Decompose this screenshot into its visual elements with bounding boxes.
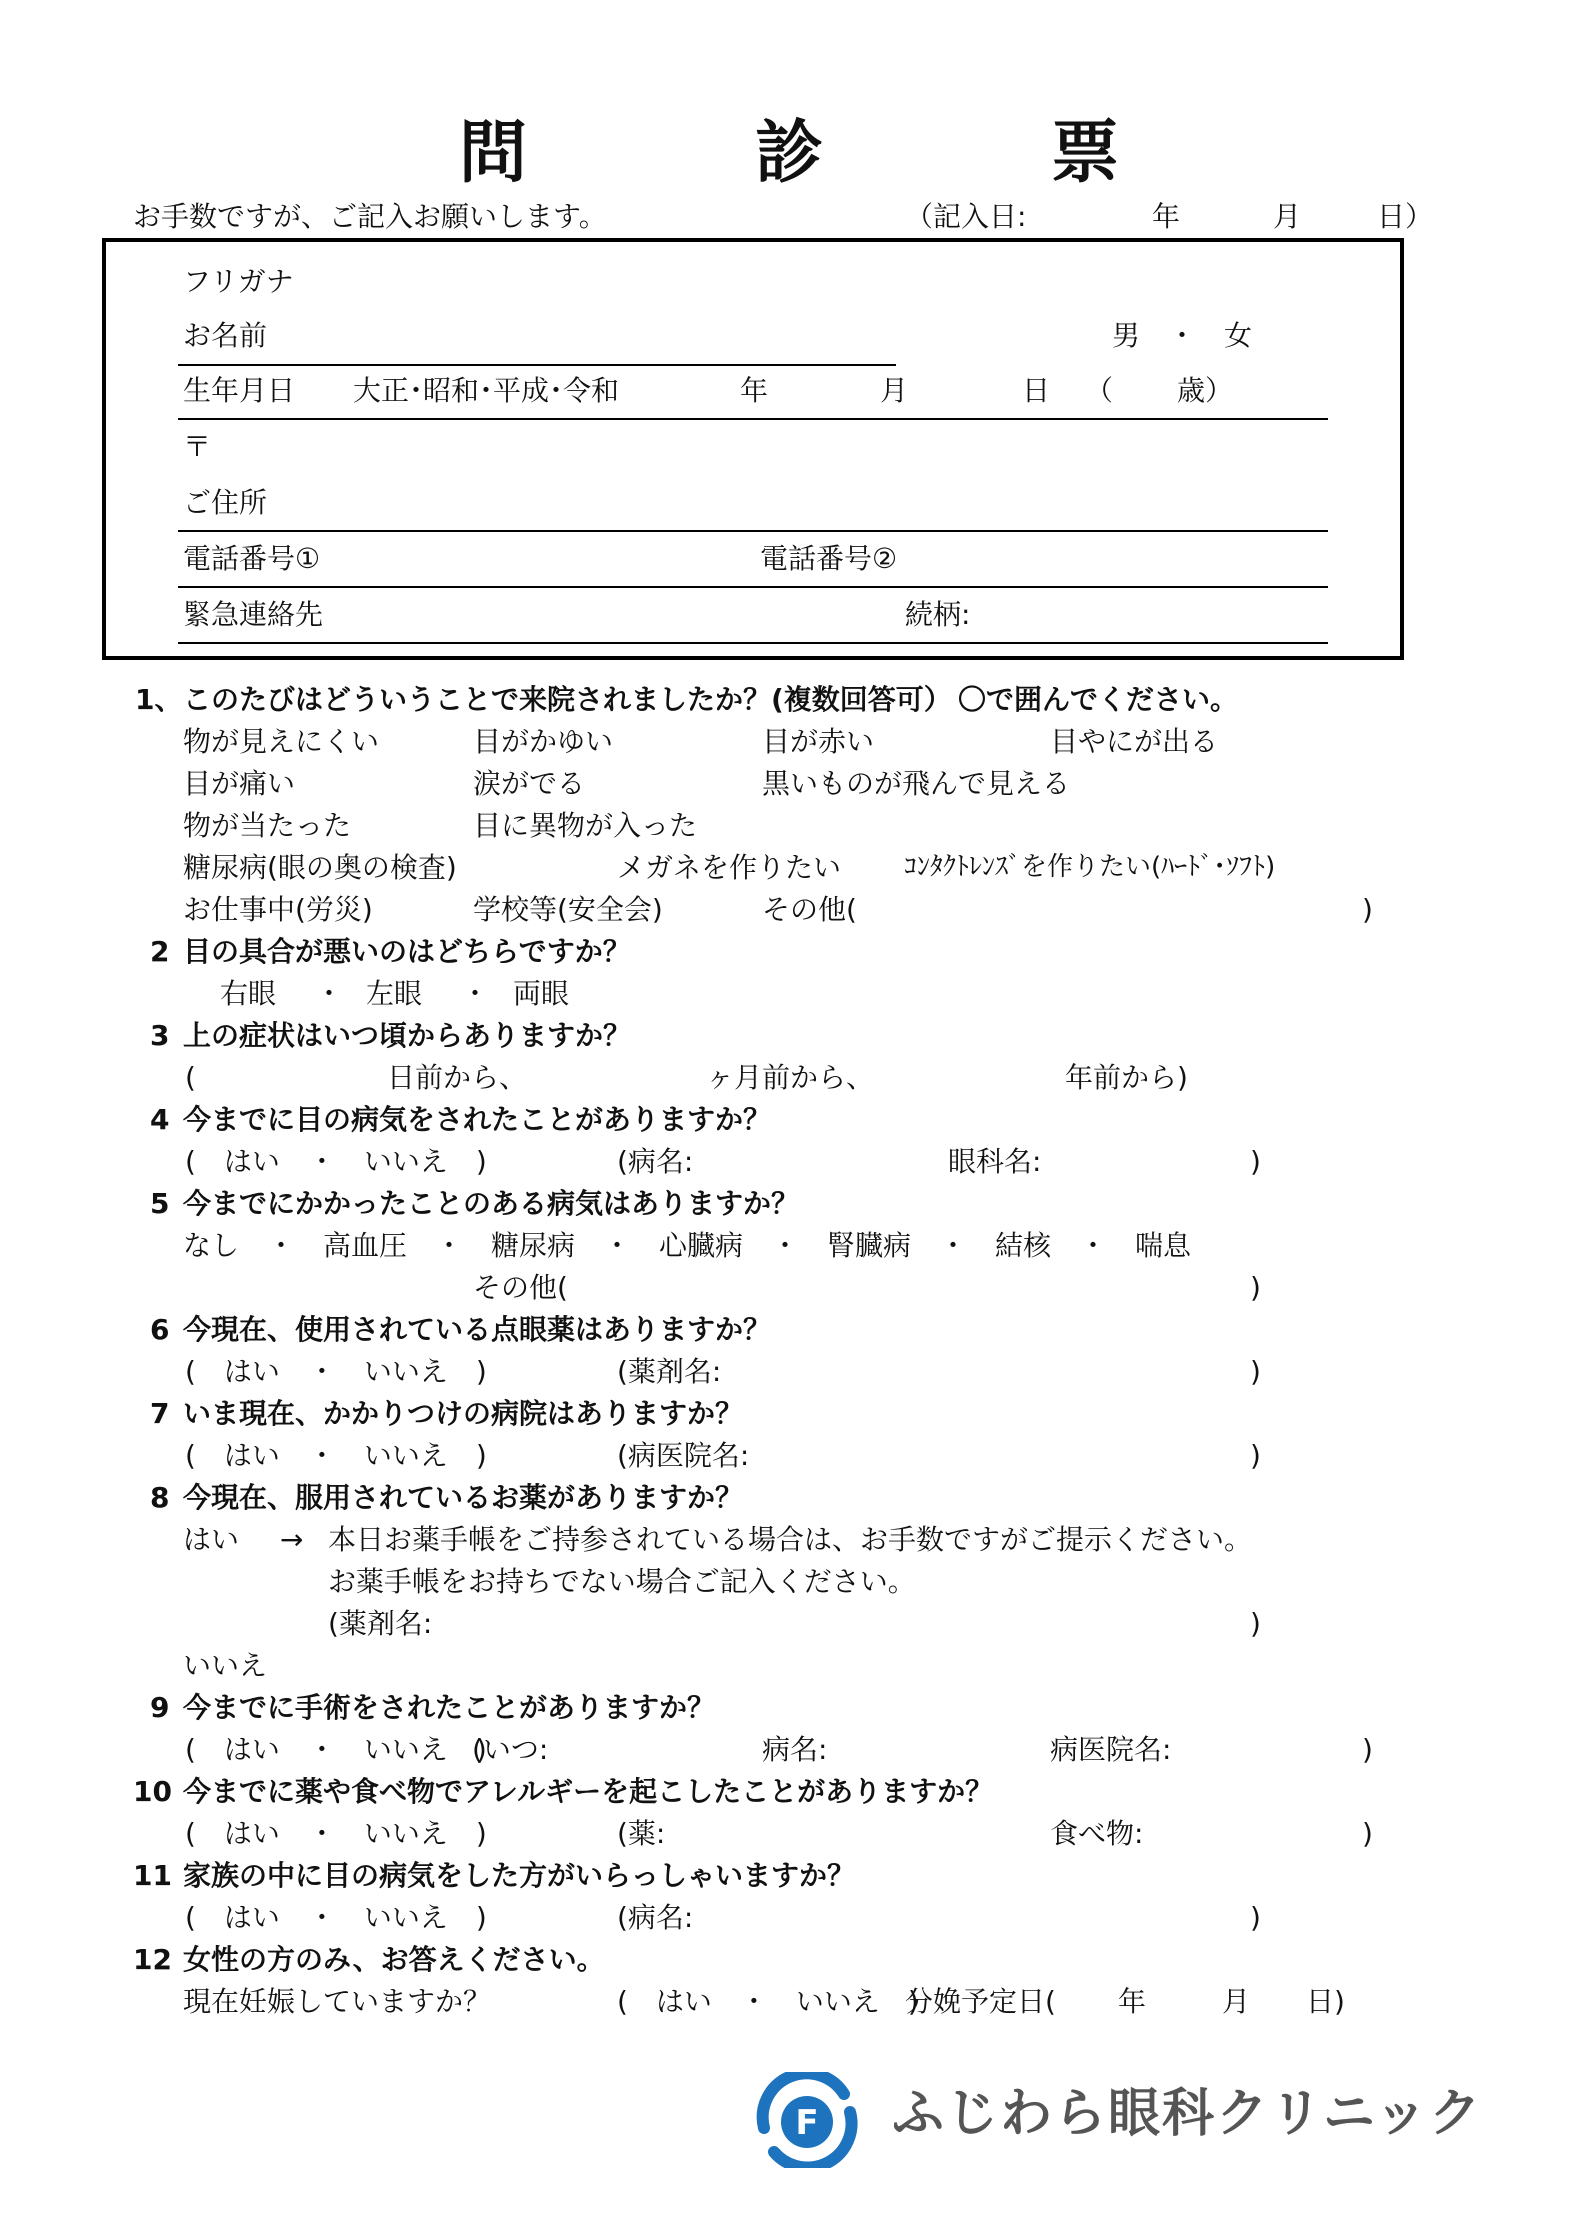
q12-text: 女性の方のみ、お答えください。 bbox=[183, 1943, 605, 1976]
q6-yesno[interactable]: ( はい ・ いいえ ) bbox=[185, 1355, 487, 1388]
q2-option-right[interactable]: 右眼 bbox=[220, 977, 277, 1010]
q3-months: ヶ月前から、 bbox=[706, 1061, 875, 1094]
q1-option[interactable]: 目がかゆい bbox=[473, 725, 614, 758]
q8-text: 今現在、服用されているお薬がありますか？ bbox=[183, 1481, 744, 1514]
q3-number: 3 bbox=[150, 1019, 170, 1052]
arrow-right-icon: → bbox=[280, 1523, 304, 1556]
address-underline bbox=[178, 530, 1328, 532]
q2-text: 目の具合が悪いのはどちらですか？ bbox=[183, 935, 631, 968]
birth-underline bbox=[178, 418, 1328, 420]
furigana-label: フリガナ bbox=[183, 265, 294, 298]
q2-number: 2 bbox=[150, 935, 170, 968]
q11-yesno[interactable]: ( はい ・ いいえ ) bbox=[185, 1901, 487, 1934]
emergency-underline bbox=[178, 642, 1328, 644]
q3-days: 日前から、 bbox=[387, 1061, 528, 1094]
q10-close: ) bbox=[1362, 1817, 1373, 1850]
age-open: （ bbox=[1085, 374, 1114, 407]
q5-options[interactable]: なし ・ 高血圧 ・ 糖尿病 ・ 心臓病 ・ 腎臓病 ・ 結核 ・ 喘息 bbox=[183, 1229, 1192, 1262]
q2-option-left[interactable]: 左眼 bbox=[366, 977, 423, 1010]
q5-number: 5 bbox=[150, 1187, 170, 1220]
q8-no[interactable]: いいえ bbox=[183, 1649, 268, 1682]
q8-note1: 本日お薬手帳をご持参されている場合は、お手数ですがご提示ください。 bbox=[328, 1523, 1253, 1556]
q8-drug-label: (薬剤名: bbox=[328, 1607, 433, 1640]
q7-text: いま現在、かかりつけの病院はありますか？ bbox=[183, 1397, 744, 1430]
q1-number: 1、 bbox=[135, 683, 183, 716]
date-month: 月 bbox=[1273, 200, 1302, 233]
patient-info-box bbox=[102, 238, 1404, 660]
q4-close: ) bbox=[1250, 1145, 1261, 1178]
postal-mark: 〒 bbox=[183, 430, 212, 463]
q7-hospital-label: (病医院名: bbox=[617, 1439, 750, 1472]
q12-due-day: 日) bbox=[1306, 1985, 1345, 2018]
q1-option[interactable]: 目が赤い bbox=[762, 725, 875, 758]
q10-drug-label: (薬: bbox=[617, 1817, 666, 1850]
q1-option[interactable]: メガネを作りたい bbox=[617, 851, 842, 884]
q8-note2: お薬手帳をお持ちでない場合ご記入ください。 bbox=[328, 1565, 916, 1598]
q10-yesno[interactable]: ( はい ・ いいえ ) bbox=[185, 1817, 487, 1850]
q11-close: ) bbox=[1250, 1901, 1261, 1934]
q11-text: 家族の中に目の病気をした方がいらっしゃいますか？ bbox=[183, 1859, 856, 1892]
q6-text: 今現在、使用されている点眼薬はありますか？ bbox=[183, 1313, 772, 1346]
q1-text: このたびはどういうことで来院されましたか？(複数回答可） bbox=[183, 683, 952, 716]
q8-yes[interactable]: はい bbox=[183, 1523, 240, 1556]
q12-due-month: 月 bbox=[1222, 1985, 1251, 2018]
q9-number: 9 bbox=[150, 1691, 170, 1724]
q6-close: ) bbox=[1250, 1355, 1261, 1388]
name-underline bbox=[178, 364, 896, 366]
q1-instruction: 〇で囲んでください。 bbox=[958, 683, 1239, 716]
q1-option[interactable]: 糖尿病(眼の奥の検査) bbox=[183, 851, 457, 884]
q8-number: 8 bbox=[150, 1481, 170, 1514]
q2-separator: ・ bbox=[461, 977, 490, 1010]
address-label: ご住所 bbox=[183, 486, 268, 519]
q9-when-label: (いつ: bbox=[472, 1733, 549, 1766]
age-close: 歳） bbox=[1177, 374, 1234, 407]
q1-other-close: ) bbox=[1362, 893, 1373, 926]
date-year: 年 bbox=[1152, 200, 1181, 233]
q9-close: ) bbox=[1362, 1733, 1373, 1766]
q1-option[interactable]: 物が当たった bbox=[183, 809, 352, 842]
birth-month: 月 bbox=[880, 374, 909, 407]
q10-text: 今までに薬や食べ物でアレルギーを起こしたことがありますか？ bbox=[183, 1775, 994, 1808]
birth-day: 日 bbox=[1022, 374, 1051, 407]
date-label: （記入日: bbox=[905, 200, 1027, 233]
q12-yesno[interactable]: ( はい ・ いいえ ) bbox=[617, 1985, 919, 2018]
q5-other-label[interactable]: その他( bbox=[473, 1271, 568, 1304]
q9-yesno[interactable]: ( はい ・ いいえ ) bbox=[185, 1733, 487, 1766]
q10-food-label: 食べ物: bbox=[1050, 1817, 1144, 1850]
q5-text: 今までにかかったことのある病気はありますか？ bbox=[183, 1187, 800, 1220]
q12-number: 12 bbox=[133, 1943, 172, 1976]
q6-drug-label: (薬剤名: bbox=[617, 1355, 722, 1388]
phone-underline bbox=[178, 586, 1328, 588]
q3-years: 年前から) bbox=[1065, 1061, 1188, 1094]
q3-text: 上の症状はいつ頃からありますか？ bbox=[183, 1019, 632, 1052]
q1-option[interactable]: 涙がでる bbox=[473, 767, 586, 800]
q1-option[interactable]: 目が痛い bbox=[183, 767, 296, 800]
q3-open: ( bbox=[185, 1061, 196, 1094]
q7-close: ) bbox=[1250, 1439, 1261, 1472]
svg-text:F: F bbox=[795, 2103, 819, 2143]
q1-option[interactable]: 目に異物が入った bbox=[473, 809, 698, 842]
q1-option[interactable]: お仕事中(労災) bbox=[183, 893, 373, 926]
phone2-label: 電話番号② bbox=[760, 542, 898, 575]
page-title: 問 診 票 bbox=[458, 114, 1199, 193]
q10-number: 10 bbox=[133, 1775, 172, 1808]
era-options[interactable]: 大正･昭和･平成･令和 bbox=[353, 374, 620, 407]
birth-label: 生年月日 bbox=[183, 374, 296, 407]
clinic-name: ふじわら眼科クリニック bbox=[892, 2084, 1483, 2144]
q7-number: 7 bbox=[150, 1397, 170, 1430]
q1-option[interactable]: 目やにが出る bbox=[1050, 725, 1219, 758]
q11-number: 11 bbox=[133, 1859, 172, 1892]
relation-label: 続柄: bbox=[905, 598, 971, 631]
q12-due-label: 分娩予定日( bbox=[905, 1985, 1056, 2018]
q12-question: 現在妊娠していますか？ bbox=[183, 1985, 492, 2018]
birth-year: 年 bbox=[740, 374, 769, 407]
q1-option[interactable]: ｺﾝﾀｸﾄﾚﾝｽﾞを作りたい(ﾊｰﾄﾞ･ｿﾌﾄ) bbox=[904, 852, 1276, 882]
q2-option-both[interactable]: 両眼 bbox=[513, 977, 570, 1010]
phone1-label: 電話番号① bbox=[183, 542, 321, 575]
q11-disease-label: (病名: bbox=[617, 1901, 694, 1934]
q4-disease-label: (病名: bbox=[617, 1145, 694, 1178]
q6-number: 6 bbox=[150, 1313, 170, 1346]
clinic-logo-icon bbox=[752, 2072, 862, 2168]
q4-number: 4 bbox=[150, 1103, 170, 1136]
q9-hospital-label: 病医院名: bbox=[1050, 1733, 1172, 1766]
q12-due-year: 年 bbox=[1118, 1985, 1147, 2018]
q1-option[interactable]: 黒いものが飛んで見える bbox=[762, 767, 1071, 800]
sex-options[interactable]: 男 ・ 女 bbox=[1112, 319, 1253, 352]
q1-option[interactable]: 物が見えにくい bbox=[183, 725, 380, 758]
q1-option[interactable]: 学校等(安全会) bbox=[473, 893, 663, 926]
q1-other-label[interactable]: その他( bbox=[762, 893, 857, 926]
q7-yesno[interactable]: ( はい ・ いいえ ) bbox=[185, 1439, 487, 1472]
q4-clinic-label: 眼科名: bbox=[948, 1145, 1042, 1178]
q2-separator: ・ bbox=[315, 977, 344, 1010]
q4-text: 今までに目の病気をされたことがありますか？ bbox=[183, 1103, 772, 1136]
date-day: 日） bbox=[1377, 200, 1434, 233]
q9-text: 今までに手術をされたことがありますか？ bbox=[183, 1691, 716, 1724]
q9-disease-label: 病名: bbox=[762, 1733, 828, 1766]
q8-close: ) bbox=[1250, 1607, 1261, 1640]
header-note: お手数ですが、ご記入お願いします。 bbox=[133, 200, 607, 233]
name-label: お名前 bbox=[183, 319, 268, 352]
emergency-label: 緊急連絡先 bbox=[183, 598, 324, 631]
q4-yesno[interactable]: ( はい ・ いいえ ) bbox=[185, 1145, 487, 1178]
q5-close: ) bbox=[1250, 1271, 1261, 1304]
